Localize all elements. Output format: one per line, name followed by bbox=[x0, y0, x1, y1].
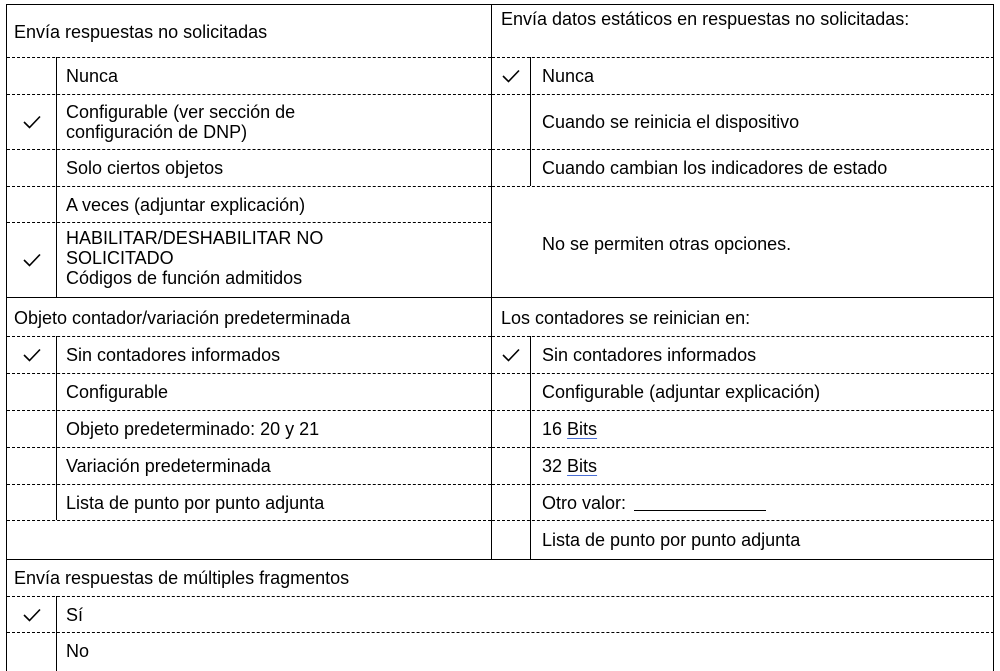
counter-default-object-checkbox[interactable] bbox=[7, 411, 56, 447]
checkmark-icon bbox=[23, 348, 41, 362]
reset-point-list-label: Lista de punto por punto adjunta bbox=[542, 530, 801, 550]
counter-reset-header: Los contadores se reinician en: bbox=[501, 308, 751, 328]
unsolicited-configurable-label: Configurable (ver sección de configuración de DNP) bbox=[66, 102, 296, 142]
reset-configurable-checkbox[interactable] bbox=[492, 374, 530, 410]
unsolicited-never-label: Nunca bbox=[66, 66, 119, 86]
section-divider-1 bbox=[6, 297, 994, 298]
unsolicited-header: Envía respuestas no solicitadas bbox=[14, 22, 268, 42]
reset-32bits-label bbox=[542, 448, 597, 484]
counter-configurable-label: Configurable bbox=[66, 382, 169, 402]
reset-32bits-unit: Bits bbox=[567, 456, 598, 476]
checkmark-icon bbox=[23, 253, 41, 267]
unsolicited-sometimes-checkbox[interactable] bbox=[7, 187, 56, 222]
counter-object-header: Objeto contador/variación predeterminada bbox=[14, 308, 351, 328]
unsolicited-enable-disable-label bbox=[66, 228, 446, 294]
counter-default-variation-label: Variación predeterminada bbox=[66, 456, 271, 476]
reset-point-list-checkbox[interactable] bbox=[492, 521, 530, 559]
static-never-checkbox[interactable] bbox=[492, 58, 530, 94]
checkbox-col-right bbox=[530, 57, 531, 186]
reset-other-value-text: Otro valor: bbox=[542, 492, 627, 513]
static-status-flags-checkbox[interactable] bbox=[492, 150, 530, 186]
reset-16bits-unit: Bits bbox=[567, 419, 598, 439]
counter-none-checkbox[interactable] bbox=[7, 337, 56, 373]
static-data-header: Envía datos estáticos en respuestas no solicitadas: bbox=[501, 9, 910, 29]
static-data-note: No se permiten otras opciones. bbox=[542, 234, 792, 254]
multi-fragment-yes-checkbox[interactable] bbox=[7, 597, 56, 632]
reset-none-checkbox[interactable] bbox=[492, 337, 530, 373]
checkbox-col-left bbox=[56, 57, 57, 297]
checkbox-col-left-2 bbox=[56, 336, 57, 520]
checkmark-icon bbox=[23, 115, 41, 129]
unsolicited-certain-objects-label: Solo ciertos objetos bbox=[66, 158, 224, 178]
reset-16bits-label bbox=[542, 411, 597, 447]
static-device-restart-checkbox[interactable] bbox=[492, 95, 530, 149]
multi-fragment-no-label: No bbox=[66, 641, 90, 661]
counter-point-list-checkbox[interactable] bbox=[7, 485, 56, 520]
reset-configurable-label: Configurable (adjuntar explicación) bbox=[542, 382, 821, 402]
unsolicited-certain-objects-checkbox[interactable] bbox=[7, 150, 56, 186]
multi-fragment-no-checkbox[interactable] bbox=[7, 633, 56, 669]
enable-disable-line1: HABILITAR/DESHABILITAR NO SOLICITADO bbox=[66, 228, 324, 268]
checkbox-col-left-3 bbox=[56, 596, 57, 671]
row-divider bbox=[7, 222, 491, 223]
reset-16bits-number: 16 bbox=[542, 419, 563, 439]
row-divider bbox=[492, 186, 994, 187]
unsolicited-configurable-checkbox[interactable] bbox=[7, 95, 56, 149]
static-never-label: Nunca bbox=[542, 66, 595, 86]
checkmark-icon bbox=[502, 348, 520, 362]
multi-fragment-header: Envía respuestas de múltiples fragmentos bbox=[14, 568, 350, 588]
reset-16bits-checkbox[interactable] bbox=[492, 411, 530, 447]
unsolicited-sometimes-label: A veces (adjuntar explicación) bbox=[66, 194, 306, 215]
reset-32bits-number: 32 bbox=[542, 456, 563, 476]
other-value-blank-field[interactable] bbox=[634, 494, 766, 511]
row-divider bbox=[7, 520, 491, 521]
multi-fragment-yes-label: Sí bbox=[66, 604, 84, 625]
static-device-restart-label: Cuando se reinicia el dispositivo bbox=[542, 112, 800, 132]
reset-other-value-checkbox[interactable] bbox=[492, 485, 530, 520]
checkmark-icon bbox=[502, 69, 520, 83]
reset-32bits-checkbox[interactable] bbox=[492, 448, 530, 484]
enable-disable-line2: Códigos de función admitidos bbox=[66, 268, 303, 288]
counter-default-variation-checkbox[interactable] bbox=[7, 448, 56, 484]
unsolicited-never-checkbox[interactable] bbox=[7, 58, 56, 94]
reset-other-value-label bbox=[542, 485, 766, 520]
reset-none-label: Sin contadores informados bbox=[542, 345, 757, 365]
counter-point-list-label: Lista de punto por punto adjunta bbox=[66, 492, 325, 513]
row-divider bbox=[7, 596, 994, 597]
static-status-flags-label: Cuando cambian los indicadores de estado bbox=[542, 158, 888, 178]
counter-default-object-label: Objeto predeterminado: 20 y 21 bbox=[66, 419, 320, 439]
unsolicited-enable-disable-checkbox[interactable] bbox=[7, 223, 56, 297]
counter-none-label: Sin contadores informados bbox=[66, 345, 281, 365]
counter-configurable-checkbox[interactable] bbox=[7, 374, 56, 410]
row-divider bbox=[7, 632, 994, 633]
checkmark-icon bbox=[23, 608, 41, 622]
